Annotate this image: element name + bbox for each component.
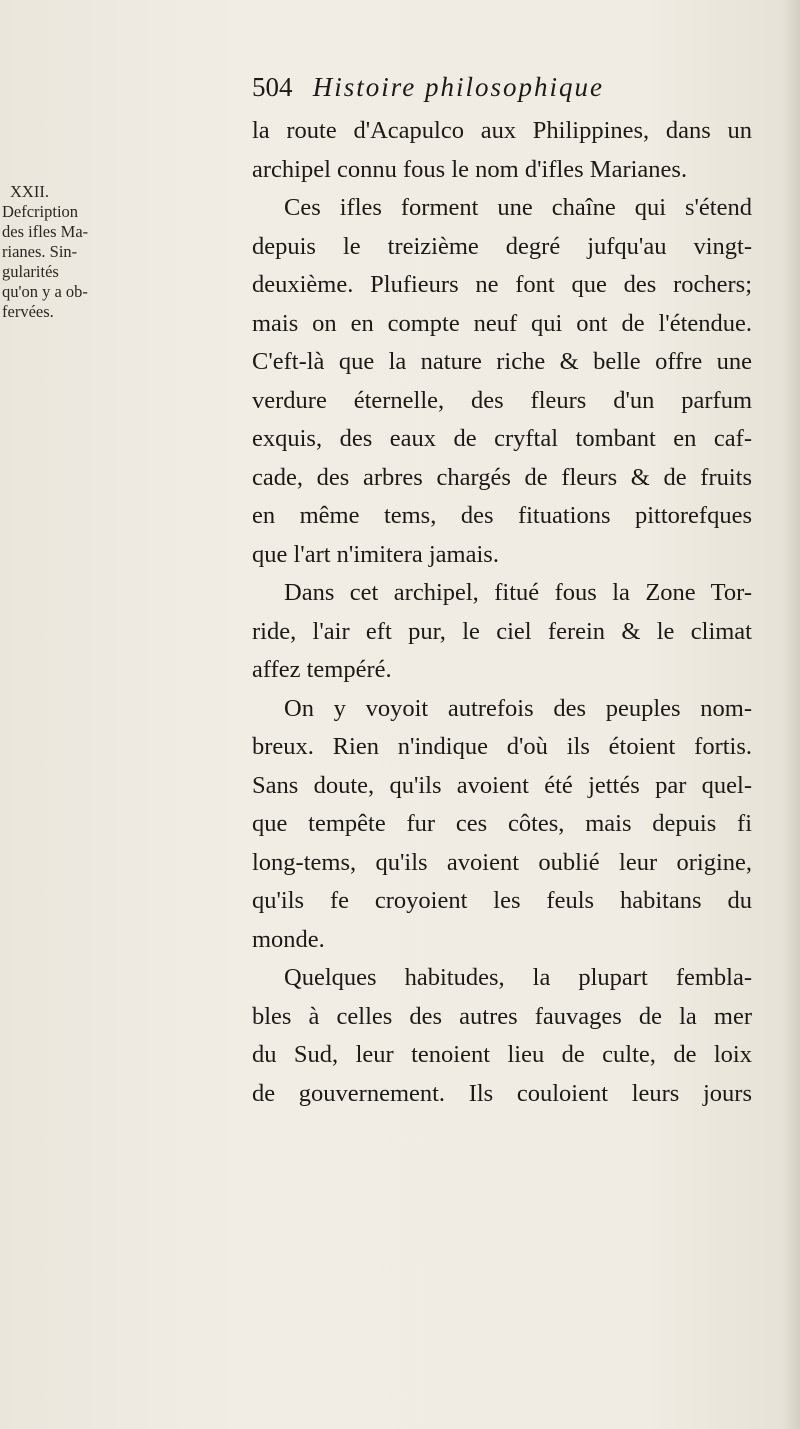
text-line: Ces ifles forment une chaîne qui s'étend xyxy=(284,194,752,221)
text-line: que tempête fur ces côtes, mais depuis fi xyxy=(252,810,752,837)
text-line: verdure éternelle, des fleurs d'un parfum xyxy=(252,386,752,414)
text-line: ride, l'air eft pur, le ciel ferein & le climat xyxy=(252,617,752,645)
text-line: Quelques habitudes, la plupart fembla- xyxy=(284,964,752,991)
margin-note-line: gularités xyxy=(2,262,59,281)
text-line: monde. xyxy=(252,925,325,953)
text-line: cade, des arbres chargés de fleurs & de fruits xyxy=(252,463,752,491)
running-title: Histoire philosophique xyxy=(312,72,605,102)
text-line: la route d'Acapulco aux Philippines, dans un xyxy=(252,117,752,144)
text-line: bles à celles des autres fauvages de la mer xyxy=(252,1002,752,1030)
margin-note-line: fervées. xyxy=(2,302,54,321)
body-text xyxy=(252,112,752,1113)
text-line: que l'art n'imitera jamais. xyxy=(252,540,499,568)
running-header xyxy=(252,72,752,112)
margin-note-line: rianes. Sin- xyxy=(2,242,78,261)
margin-note xyxy=(2,182,102,322)
page-edge-shadow xyxy=(782,0,800,1429)
margin-note-line: qu'on y a ob- xyxy=(2,282,88,301)
page-number: 504 xyxy=(252,72,293,102)
text-line: On y voyoit autrefois des peuples nom- xyxy=(284,694,752,722)
text-line: breux. Rien n'indique d'où ils étoient fortis. xyxy=(252,733,752,760)
text-line: long-tems, qu'ils avoient oublié leur origine, xyxy=(252,848,752,876)
text-line: du Sud, leur tenoient lieu de culte, de loix xyxy=(252,1041,752,1068)
text-line: C'eft-là que la nature riche & belle offre une xyxy=(252,348,752,375)
text-line: affez tempéré. xyxy=(252,656,392,683)
text-line: qu'ils fe croyoient les feuls habitans du xyxy=(252,887,752,914)
margin-note-line: des ifles Ma- xyxy=(2,222,89,241)
text-line: deuxième. Plufieurs ne font que des rochers; xyxy=(252,271,752,298)
margin-note-line: XXII. xyxy=(10,182,49,201)
text-line: mais on en compte neuf qui ont de l'étendue. xyxy=(252,309,752,337)
text-line: Dans cet archipel, fitué fous la Zone Tor- xyxy=(284,579,752,606)
text-line: de gouvernement. Ils couloient leurs jours xyxy=(252,1079,752,1107)
text-line: depuis le treizième degré jufqu'au vingt- xyxy=(252,232,752,260)
text-line: exquis, des eaux de cryftal tombant en caf- xyxy=(252,425,752,452)
text-line: en même tems, des fituations pittorefques xyxy=(252,502,752,529)
text-line: archipel connu fous le nom d'ifles Marianes. xyxy=(252,155,688,183)
text-line: Sans doute, qu'ils avoient été jettés par quel- xyxy=(252,771,752,799)
margin-note-line: Defcription xyxy=(2,202,79,221)
